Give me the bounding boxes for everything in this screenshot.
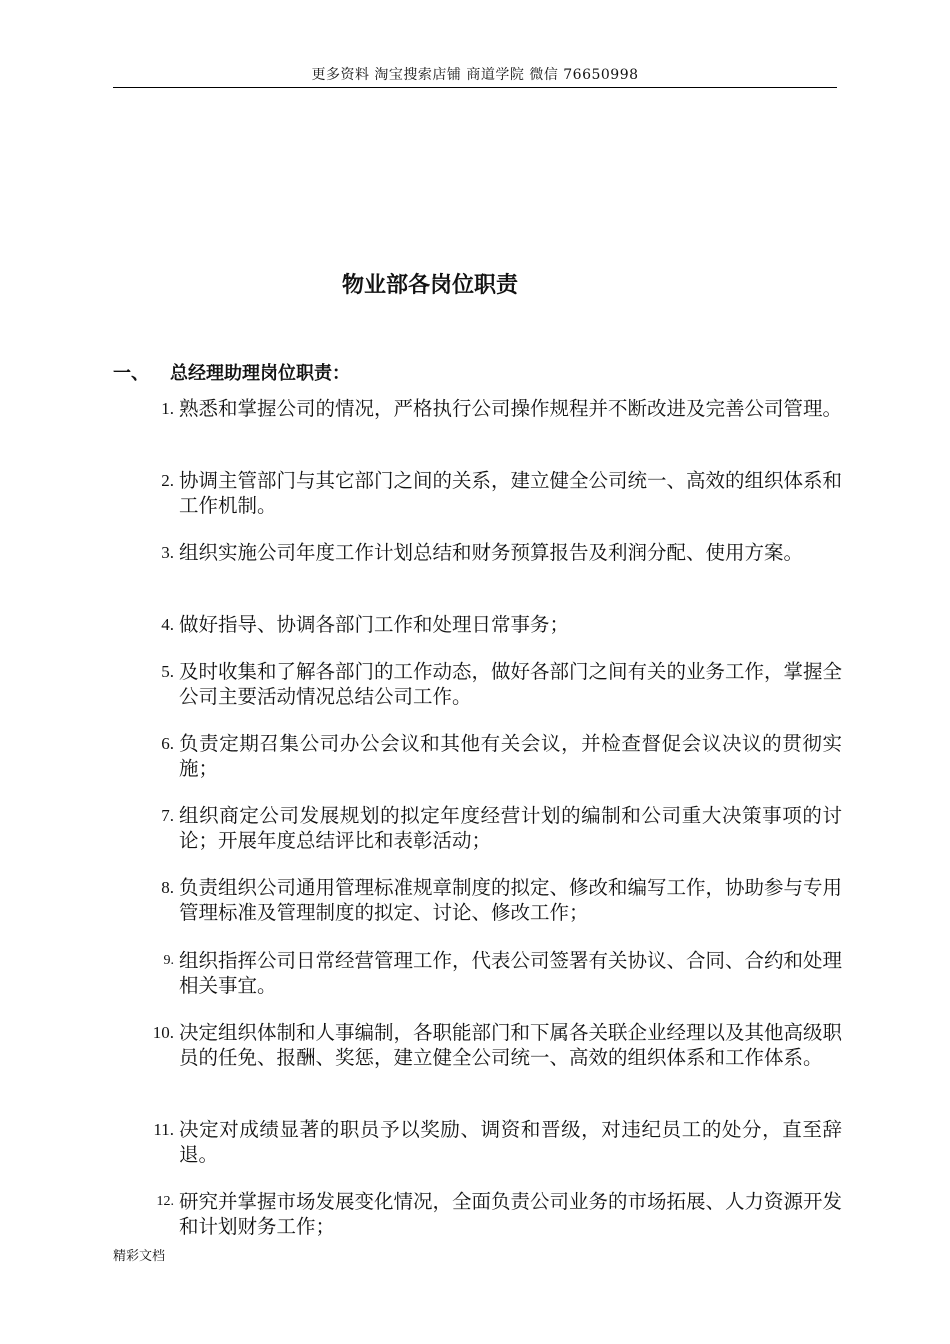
- item-number: 6.: [161, 734, 174, 753]
- list-item: [130, 875, 842, 925]
- item-number: 11.: [153, 1120, 174, 1139]
- item-number: 12.: [156, 1194, 174, 1209]
- item-number: 8.: [161, 878, 174, 897]
- list-item: [130, 1189, 842, 1239]
- list-item: [130, 659, 842, 709]
- item-text: 负责组织公司通用管理标准规章制度的拟定、修改和编写工作，协助参与专用管理标准及管理制度的拟定、讨论、修改工作；: [179, 876, 843, 924]
- item-text: 组织实施公司年度工作计划总结和财务预算报告及利润分配、使用方案。: [179, 541, 804, 564]
- item-text: 协调主管部门与其它部门之间的关系，建立健全公司统一、高效的组织体系和工作机制。: [179, 469, 843, 517]
- item-text: 及时收集和了解各部门的工作动态，做好各部门之间有关的业务工作，掌握全公司主要活动情况总结公司工作。: [179, 660, 843, 708]
- item-number: 1.: [161, 399, 174, 418]
- list-item: [130, 803, 842, 853]
- list-item: [130, 731, 842, 781]
- page-header: 更多资料 淘宝搜索店铺 商道学院 微信 76650998: [113, 63, 837, 88]
- page-footer: 精彩文档: [113, 1249, 166, 1264]
- item-number: 5.: [161, 662, 174, 681]
- list-item: [130, 612, 842, 637]
- item-number: 7.: [161, 806, 174, 825]
- item-text: 负责定期召集公司办公会议和其他有关会议，并检查督促会议决议的贯彻实施；: [179, 732, 842, 780]
- document-title: 物业部各岗位职责: [341, 273, 518, 298]
- item-number: 10.: [152, 1023, 174, 1042]
- list-item: [130, 1020, 842, 1070]
- item-text: 做好指导、协调各部门工作和处理日常事务；: [179, 613, 570, 636]
- list-item: [130, 540, 842, 565]
- section-title: 总经理助理岗位职责：: [170, 363, 350, 384]
- list-item: [130, 396, 842, 421]
- section-number: 一、: [113, 363, 149, 384]
- item-text: 组织指挥公司日常经营管理工作，代表公司签署有关协议、合同、合约和处理相关事宜。: [179, 949, 843, 997]
- item-number: 2.: [161, 471, 174, 490]
- list-item: [130, 468, 842, 518]
- item-text: 熟悉和掌握公司的情况，严格执行公司操作规程并不断改进及完善公司管理。: [179, 397, 843, 420]
- item-text: 研究并掌握市场发展变化情况，全面负责公司业务的市场拓展、人力资源开发和计划财务工作；: [179, 1190, 843, 1238]
- item-text: 决定对成绩显著的职员予以奖励、调资和晋级，对违纪员工的处分，直至辞退。: [179, 1118, 842, 1166]
- item-text: 决定组织体制和人事编制，各职能部门和下属各关联企业经理以及其他高级职员的任免、报酬、奖惩，建立健全公司统一、高效的组织体系和工作体系。: [179, 1021, 843, 1069]
- section-heading: [113, 361, 350, 387]
- item-number: 9.: [163, 953, 174, 968]
- item-text: 组织商定公司发展规划的拟定年度经营计划的编制和公司重大决策事项的讨论；开展年度总结评比和表彰活动；: [179, 804, 842, 852]
- item-number: 3.: [161, 543, 174, 562]
- item-number: 4.: [161, 615, 174, 634]
- list-item: [130, 948, 842, 998]
- list-item: [130, 1117, 842, 1167]
